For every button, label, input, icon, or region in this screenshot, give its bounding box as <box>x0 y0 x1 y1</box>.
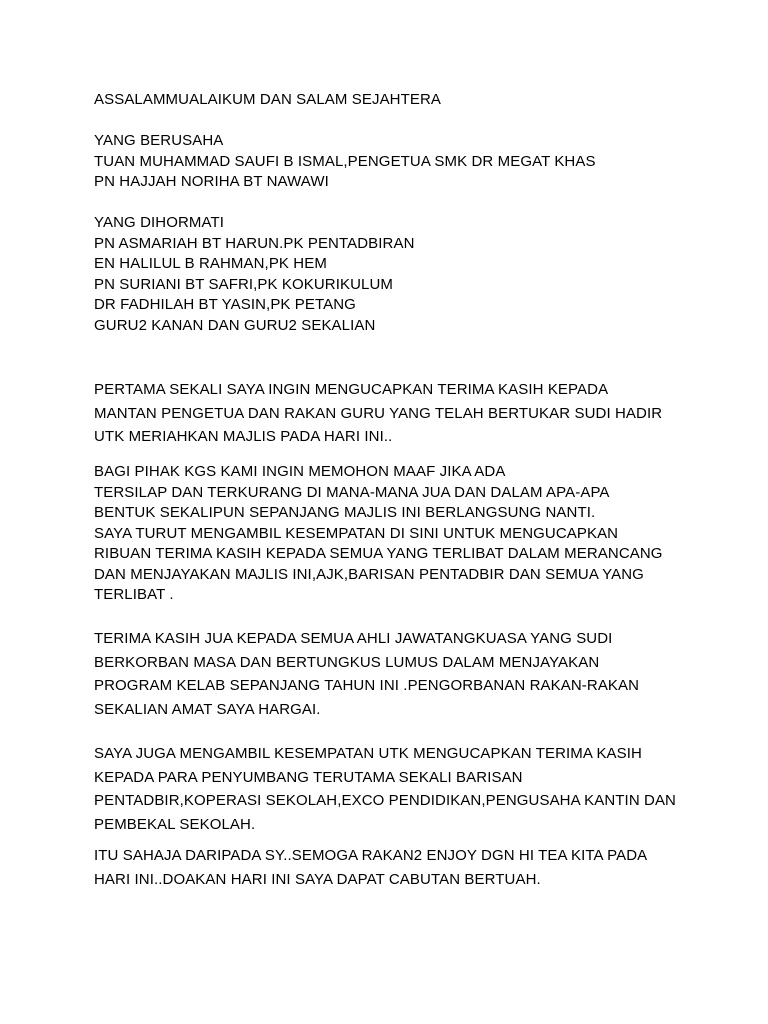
respected-heading: YANG DIHORMATI <box>94 214 225 231</box>
honoured-heading: YANG BERUSAHA <box>94 132 224 149</box>
paragraph-line: SAYA TURUT MENGAMBIL KESEMPATAN DI SINI UNTUK MENGUCAPKAN <box>94 524 619 542</box>
paragraph-line: BERKORBAN MASA DAN BERTUNGKUS LUMUS DALAM MENJAYAKAN <box>94 653 600 671</box>
respected-line: EN HALILUL B RAHMAN,PK HEM <box>94 255 327 272</box>
paragraph-1 <box>94 378 734 449</box>
respected-line: PN SURIANI BT SAFRI,PK KOKURIKULUM <box>94 275 394 293</box>
paragraph-line: BENTUK SEKALIPUN SEPANJANG MAJLIS INI BERLANGSUNG NANTI. <box>94 504 596 521</box>
honoured-line: TUAN MUHAMMAD SAUFI B ISMAL,PENGETUA SMK DR MEGAT KHAS <box>94 152 596 170</box>
paragraph-line: TERSILAP DAN TERKURANG DI MANA-MANA JUA DAN DALAM APA-APA <box>94 483 610 501</box>
paragraph-line: KEPADA PARA PENYUMBANG TERUTAMA SEKALI BARISAN <box>94 768 523 786</box>
paragraph-line: PERTAMA SEKALI SAYA INGIN MENGUCAPKAN TERIMA KASIH KEPADA <box>94 381 609 398</box>
paragraph-line: MANTAN PENGETUA DAN RAKAN GURU YANG TELAH BERTUKAR SUDI HADIR <box>94 404 663 422</box>
paragraph-5 <box>94 844 734 891</box>
paragraph-line: TERLIBAT . <box>94 586 174 603</box>
paragraph-line: UTK MERIAHKAN MAJLIS PADA HARI INI.. <box>94 428 393 445</box>
greeting <box>94 90 734 111</box>
paragraph-line: PEMBEKAL SEKOLAH. <box>94 815 256 833</box>
paragraph-3 <box>94 627 734 721</box>
paragraph-4 <box>94 742 734 836</box>
respected-line: PN ASMARIAH BT HARUN.PK PENTADBIRAN <box>94 234 415 252</box>
respected-line: GURU2 KANAN DAN GURU2 SEKALIAN <box>94 316 376 334</box>
honoured-line: PN HAJJAH NORIHA BT NAWAWI <box>94 173 329 190</box>
paragraph-line: DAN MENJAYAKAN MAJLIS INI,AJK,BARISAN PENTADBIR DAN SEMUA YANG <box>94 565 644 583</box>
respected-line: DR FADHILAH BT YASIN,PK PETANG <box>94 296 356 313</box>
greeting-line: ASSALAMMUALAIKUM DAN SALAM SEJAHTERA <box>94 91 442 108</box>
paragraph-line: BAGI PIHAK KGS KAMI INGIN MEMOHON MAAF JIKA ADA <box>94 463 506 480</box>
paragraph-line: TERIMA KASIH JUA KEPADA SEMUA AHLI JAWATANGKUASA YANG SUDI <box>94 630 613 647</box>
paragraph-line: HARI INI..DOAKAN HARI INI SAYA DAPAT CABUTAN BERTUAH. <box>94 870 541 888</box>
honoured-block <box>94 131 734 193</box>
paragraph-line: SAYA JUGA MENGAMBIL KESEMPATAN UTK MENGUCAPKAN TERIMA KASIH <box>94 745 642 762</box>
respected-block <box>94 213 734 336</box>
paragraph-line: PROGRAM KELAB SEPANJANG TAHUN INI .PENGORBANAN RAKAN-RAKAN <box>94 677 640 694</box>
paragraph-line: RIBUAN TERIMA KASIH KEPADA SEMUA YANG TERLIBAT DALAM MERANCANG <box>94 545 663 562</box>
paragraph-line: SEKALIAN AMAT SAYA HARGAI. <box>94 700 321 718</box>
paragraph-line: PENTADBIR,KOPERASI SEKOLAH,EXCO PENDIDIKAN,PENGUSAHA KANTIN DAN <box>94 792 676 809</box>
paragraph-2 <box>94 462 734 606</box>
paragraph-line: ITU SAHAJA DARIPADA SY..SEMOGA RAKAN2 ENJOY DGN HI TEA KITA PADA <box>94 847 648 864</box>
